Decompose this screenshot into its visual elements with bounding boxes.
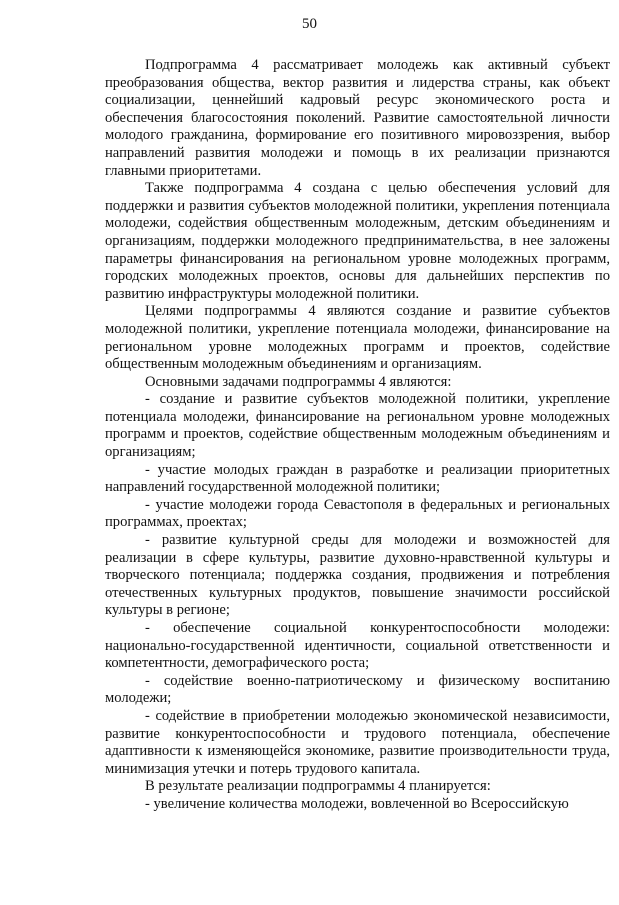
task-item: - участие молодежи города Севастополя в федеральных и региональных программах, проектах; [105, 496, 610, 531]
result-item: - увеличение количества молодежи, вовлеченной во Всероссийскую [145, 795, 569, 812]
task-item: - содействие в приобретении молодежью экономической независимости, развитие конкурентоспособности и трудового потенциала, обеспечение адаптивности к изменяющейся экономике, развитие производительности труда, минимизация утечки и потерь трудового капитала. [105, 707, 610, 777]
results-intro: В результате реализации подпрограммы 4 планируется: [145, 778, 491, 795]
paragraph-purpose: Также подпрограмма 4 создана с целью обеспечения условий для поддержки и развития субъектов молодежной политики, укрепления потенциала молодежи, содействия общественным молодежным, детским объединениям и организациям, поддержки молодежного предпринимательства, в нее заложены параметры финансирования на региональном уровне молодежных программ, городских молодежных проектов, основы для дальнейших перспектив по развитию инфраструктуры молодежной политики. [105, 180, 610, 302]
page-number: 50 [302, 16, 317, 32]
task-item: - участие молодых граждан в разработке и реализации приоритетных направлений государственной молодежной политики; [105, 461, 610, 496]
task-item: - создание и развитие субъектов молодежной политики, укрепление потенциала молодежи, финансирование на региональном уровне молодежных программ и проектов, содействие общественным молодежным объединениям и организациям; [105, 391, 610, 461]
tasks-intro: Основными задачами подпрограммы 4 являются: [145, 373, 452, 390]
task-item: - развитие культурной среды для молодежи и возможностей для реализации в сфере культуры, развитие духовно-нравственной культуры и творческого потенциала; поддержка создания, продвижения и потребления отечественных культурных продуктов, повышение значимости российской культуры в регионе; [105, 532, 610, 619]
document-body [105, 57, 610, 814]
paragraph-goals: Целями подпрограммы 4 являются создание и развитие субъектов молодежной политики, укрепление потенциала молодежи, финансирование на региональном уровне молодежных программ и проектов, содействие общественным молодежным объединениям и организациям. [105, 303, 610, 373]
paragraph-overview: Подпрограмма 4 рассматривает молодежь как активный субъект преобразования общества, вектор развития и лидерства страны, как объект социализации, ценнейший кадровый ресурс экономического роста и обеспечения благосостояния поколений. Развитие самостоятельной личности молодого гражданина, формирование его позитивного мировоззрения, выбор направлений развития молодежи и помощь в их реализации признаются главными приоритетами. [105, 57, 610, 179]
task-item: - содействие военно-патриотическому и физическому воспитанию молодежи; [105, 672, 610, 707]
task-item: - обеспечение социальной конкурентоспособности молодежи: национально-государственной идентичности, социальной ответственности и компетентности, демографического роста; [105, 620, 610, 672]
